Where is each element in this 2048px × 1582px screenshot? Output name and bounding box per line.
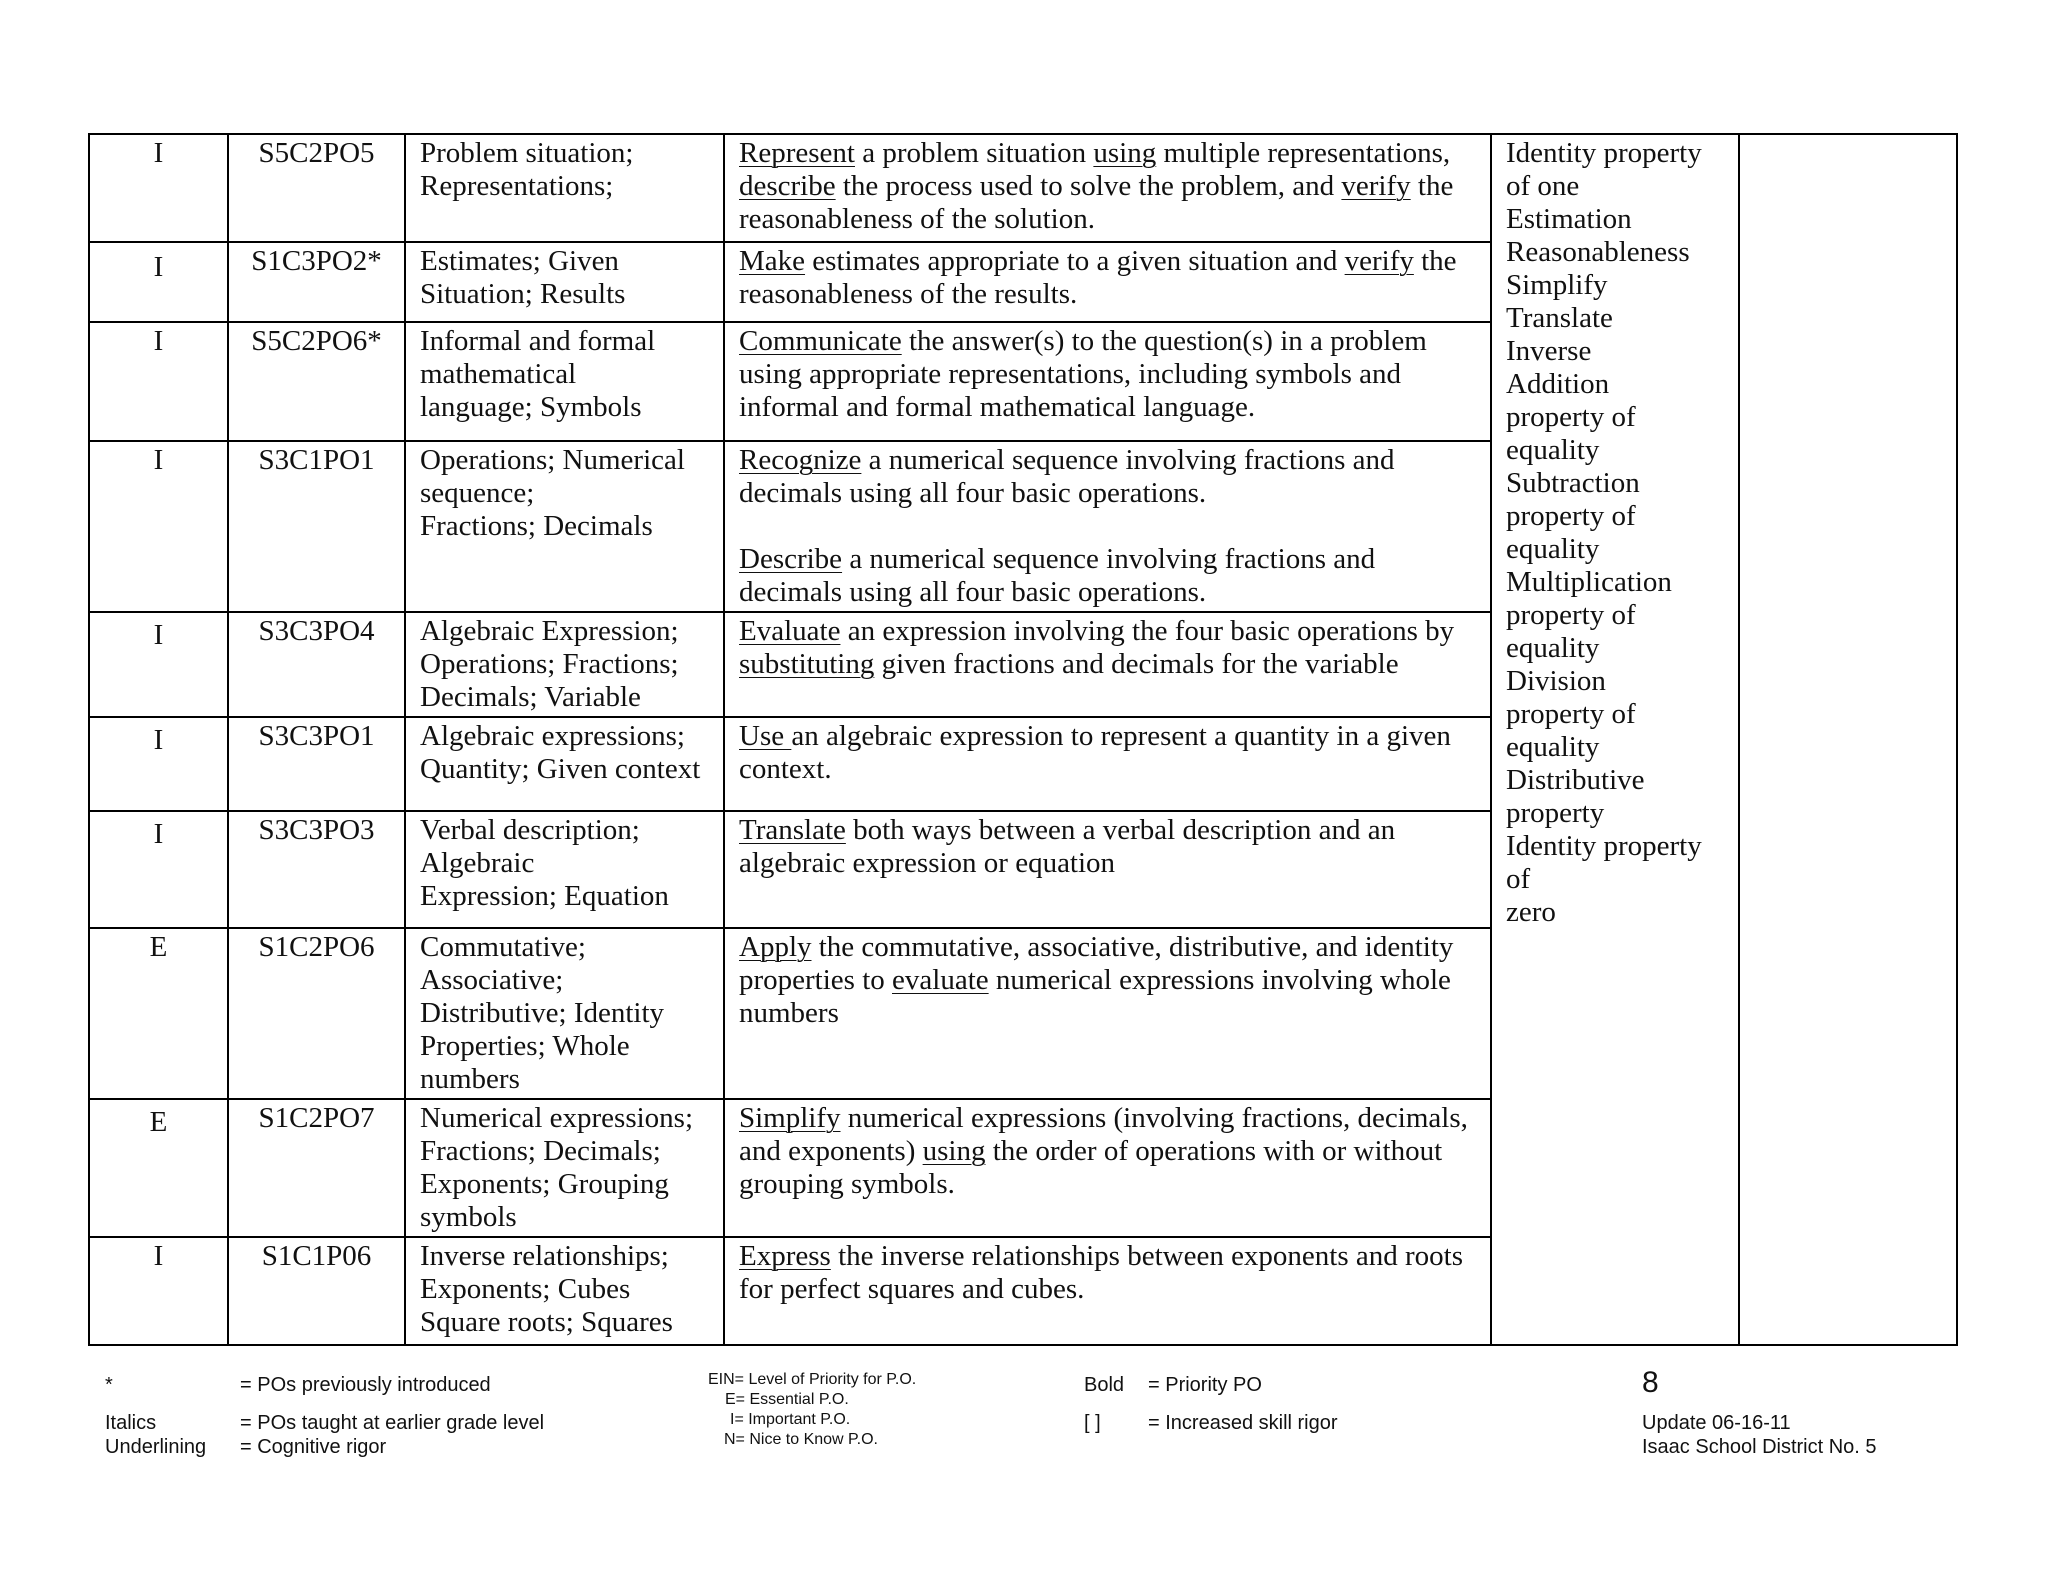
district-name: Isaac School District No. 5 bbox=[1642, 1436, 1877, 1458]
cognitive-verb: Translate bbox=[739, 814, 846, 846]
objective-run: the answer(s) to the question(s) in a problem using appropriate representations, including symbols and informal and formal mathematical language. bbox=[739, 325, 1427, 423]
concepts-cell bbox=[405, 928, 724, 1099]
objective-cell bbox=[724, 928, 1491, 1099]
objective-text bbox=[739, 245, 1476, 311]
concepts-text: Algebraic expressions; Quantity; Given context bbox=[420, 720, 701, 785]
update-date: Update 06-16-11 bbox=[1642, 1412, 1791, 1434]
cognitive-verb: Make bbox=[739, 245, 806, 277]
objective-text bbox=[739, 720, 1476, 786]
legend-star-text: = POs previously introduced bbox=[240, 1374, 491, 1396]
objective-run: the process used to solve the problem, and bbox=[835, 170, 1342, 202]
objective-cell bbox=[724, 242, 1491, 322]
po-code: S5C2PO5 bbox=[228, 134, 405, 242]
concepts-cell bbox=[405, 441, 724, 612]
objective-run: an algebraic expression to represent a quantity in a given context. bbox=[739, 720, 1451, 785]
objective-run: an expression involving the four basic operations by bbox=[840, 615, 1455, 647]
objective-cell bbox=[724, 322, 1491, 441]
cognitive-verb: Use bbox=[739, 720, 792, 752]
po-code: S1C3PO2* bbox=[228, 242, 405, 322]
legend-ein-title: EIN= Level of Priority for P.O. bbox=[708, 1371, 917, 1388]
legend-bold-label: Bold bbox=[1084, 1374, 1125, 1396]
objective-run: a numerical sequence involving fractions and decimals using all four basic operations. bbox=[739, 444, 1395, 509]
legend-ein-nice: N= Nice to Know P.O. bbox=[724, 1431, 878, 1448]
objective-text bbox=[739, 137, 1476, 236]
objective-run: both ways between a verbal description and an algebraic expression or equation bbox=[739, 814, 1396, 879]
objective-run: given fractions and decimals for the variable bbox=[874, 648, 1399, 680]
concepts-cell bbox=[405, 1237, 724, 1345]
objective-text bbox=[739, 543, 1476, 609]
priority-level: I bbox=[89, 322, 228, 441]
legend-ein-essential: E= Essential P.O. bbox=[725, 1391, 849, 1408]
objective-run: numerical expressions involving whole numbers bbox=[739, 964, 1451, 1029]
objective-cell bbox=[724, 717, 1491, 811]
legend-italics-text: = POs taught at earlier grade level bbox=[240, 1412, 545, 1434]
cognitive-verb: using bbox=[922, 1135, 986, 1167]
legend-underline-text: = Cognitive rigor bbox=[240, 1436, 387, 1458]
spacer bbox=[739, 510, 1476, 543]
legend-bracket-label: [ ] bbox=[1084, 1412, 1101, 1434]
concepts-cell bbox=[405, 242, 724, 322]
objective-text bbox=[739, 814, 1476, 880]
objective-cell bbox=[724, 1237, 1491, 1345]
objective-run: the inverse relationships between exponents and roots for perfect squares and cubes. bbox=[739, 1240, 1464, 1305]
objective-text bbox=[739, 1102, 1476, 1201]
po-code: S5C2PO6* bbox=[228, 322, 405, 441]
cognitive-verb: Apply bbox=[739, 931, 812, 963]
cognitive-verb: Recognize bbox=[739, 444, 862, 476]
po-code: S3C3PO4 bbox=[228, 612, 405, 717]
legend-bracket-text: = Increased skill rigor bbox=[1148, 1412, 1338, 1434]
priority-level: I bbox=[89, 612, 228, 717]
concepts-cell bbox=[405, 612, 724, 717]
objective-run: a problem situation bbox=[854, 137, 1094, 169]
legend-italics-label: Italics bbox=[105, 1412, 157, 1434]
objective-cell bbox=[724, 441, 1491, 612]
objective-text bbox=[739, 444, 1476, 510]
concepts-cell bbox=[405, 717, 724, 811]
cognitive-verb: Simplify bbox=[739, 1102, 841, 1134]
objective-text bbox=[739, 325, 1476, 424]
objective-run: the order of operations with or without grouping symbols. bbox=[739, 1135, 1443, 1200]
concepts-text: Informal and formal mathematical language; Symbols bbox=[420, 325, 656, 423]
concepts-text: Inverse relationships; Exponents; Cubes Square roots; Squares bbox=[420, 1240, 673, 1338]
concepts-cell bbox=[405, 322, 724, 441]
priority-level: I bbox=[89, 441, 228, 612]
objective-run: estimates appropriate to a given situation and bbox=[805, 245, 1345, 277]
objective-cell bbox=[724, 811, 1491, 928]
priority-level: I bbox=[89, 134, 228, 242]
vocabulary-cell: Identity property of one Estimation Reasonableness Simplify Translate Inverse Addition property of equality Subtraction property of equality Multiplication property of equality Division property of equality Distributive property Identity property of zero bbox=[1491, 134, 1739, 1345]
concepts-text: Numerical expressions; Fractions; Decimals; Exponents; Grouping symbols bbox=[420, 1102, 694, 1233]
page-number: 8 bbox=[1642, 1366, 1659, 1399]
legend-underline-label: Underlining bbox=[105, 1436, 207, 1458]
cognitive-verb: using bbox=[1093, 137, 1157, 169]
objective-run: numerical expressions (involving fractions, decimals, and exponents) bbox=[739, 1102, 1468, 1167]
concepts-cell bbox=[405, 811, 724, 928]
cognitive-verb: Communicate bbox=[739, 325, 902, 357]
concepts-cell bbox=[405, 1099, 724, 1237]
objective-text bbox=[739, 931, 1476, 1030]
concepts-text: Verbal description; Algebraic Expression; Equation bbox=[420, 814, 669, 912]
priority-level: I bbox=[89, 811, 228, 928]
objective-run: the commutative, associative, distributive, and identity properties to bbox=[739, 931, 1454, 996]
concepts-text: Estimates; Given Situation; Results bbox=[420, 245, 626, 310]
po-code: S1C2PO7 bbox=[228, 1099, 405, 1237]
po-code: S1C2PO6 bbox=[228, 928, 405, 1099]
cognitive-verb: substituting bbox=[739, 648, 875, 680]
objective-cell bbox=[724, 1099, 1491, 1237]
cognitive-verb: Describe bbox=[739, 543, 843, 575]
objective-text bbox=[739, 1240, 1476, 1306]
po-code: S3C3PO1 bbox=[228, 717, 405, 811]
concepts-text: Commutative; Associative; Distributive; Identity Properties; Whole numbers bbox=[420, 931, 665, 1095]
cognitive-verb: Evaluate bbox=[739, 615, 841, 647]
legend-bold-text: = Priority PO bbox=[1148, 1374, 1262, 1396]
cognitive-verb: Represent bbox=[739, 137, 855, 169]
objective-text bbox=[739, 615, 1476, 681]
objective-cell bbox=[724, 612, 1491, 717]
objective-run: the reasonableness of the results. bbox=[739, 245, 1457, 310]
po-code: S3C1PO1 bbox=[228, 441, 405, 612]
priority-level: E bbox=[89, 1099, 228, 1237]
cognitive-verb: evaluate bbox=[892, 964, 989, 996]
po-code: S3C3PO3 bbox=[228, 811, 405, 928]
legend-ein-important: I= Important P.O. bbox=[730, 1411, 851, 1428]
legend-star-symbol: * bbox=[105, 1374, 113, 1396]
priority-level: I bbox=[89, 242, 228, 322]
concepts-cell bbox=[405, 134, 724, 242]
po-code: S1C1P06 bbox=[228, 1237, 405, 1345]
objective-cell bbox=[724, 134, 1491, 242]
cognitive-verb: Express bbox=[739, 1240, 831, 1272]
concepts-text: Algebraic Expression; Operations; Fractions; Decimals; Variable bbox=[420, 615, 679, 713]
table-row bbox=[89, 134, 1957, 242]
standards-table bbox=[88, 133, 1958, 1346]
cognitive-verb: describe bbox=[739, 170, 836, 202]
priority-level: I bbox=[89, 1237, 228, 1345]
concepts-text: Operations; Numerical sequence; Fractions; Decimals bbox=[420, 444, 685, 542]
concepts-text: Problem situation; Representations; bbox=[420, 137, 634, 202]
priority-level: E bbox=[89, 928, 228, 1099]
cognitive-verb: verify bbox=[1341, 170, 1411, 202]
cognitive-verb: verify bbox=[1344, 245, 1414, 277]
objective-run: multiple representations, bbox=[1156, 137, 1451, 169]
priority-level: I bbox=[89, 717, 228, 811]
objective-run: a numerical sequence involving fractions and decimals using all four basic operations. bbox=[739, 543, 1376, 608]
resources-cell bbox=[1739, 134, 1957, 1345]
objective-run: the reasonableness of the solution. bbox=[739, 170, 1454, 235]
